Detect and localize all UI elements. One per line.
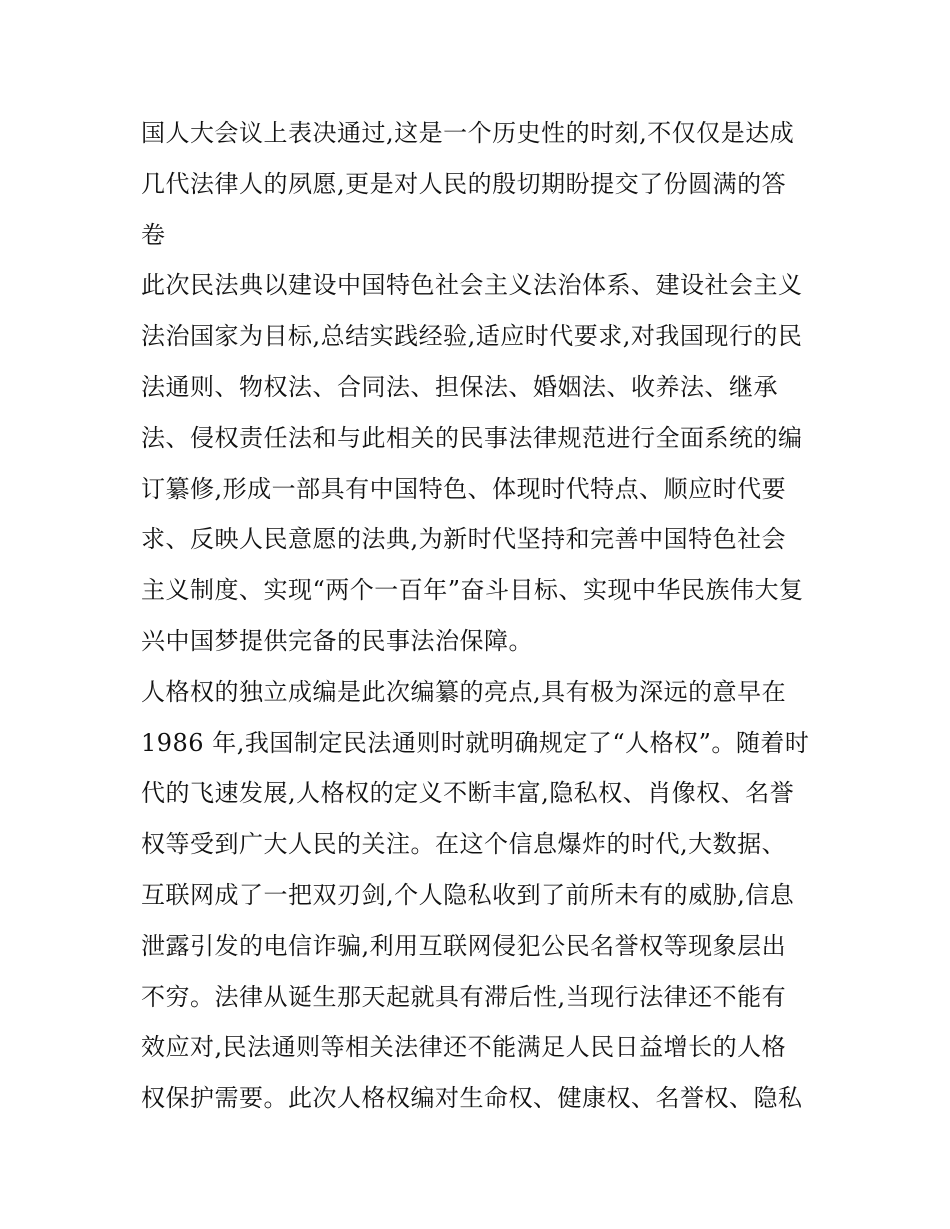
text-line: 订纂修,形成一部具有中国特色、体现时代特点、顺应时代要 <box>141 474 787 503</box>
text-line: 兴中国梦提供完备的民事法治保障。 <box>141 626 533 655</box>
text-line: 求、反映人民意愿的法典,为新时代坚持和完善中国特色社会 <box>141 525 787 554</box>
text-line: 几代法律人的夙愿,更是对人民的殷切期盼提交了份圆满的答 <box>141 169 787 198</box>
text-line: 权保护需要。此次人格权编对生命权、健康权、名誉权、隐私 <box>141 1084 803 1113</box>
text-line: 泄露引发的电信诈骗,利用互联网侵犯公民名誉权等现象层出 <box>141 931 787 960</box>
text-line: 1986 年,我国制定民法通则时就明确规定了“人格权”。随着时 <box>141 728 810 757</box>
body-text <box>141 108 831 1124</box>
text-line: 法治国家为目标,总结实践经验,适应时代要求,对我国现行的民 <box>141 322 803 351</box>
text-line: 权等受到广大人民的关注。在这个信息爆炸的时代,大数据、 <box>141 830 787 859</box>
text-line: 法通则、物权法、合同法、担保法、婚姻法、收养法、继承 <box>141 372 778 401</box>
text-line: 互联网成了一把双刃剑,个人隐私收到了前所未有的威胁,信息 <box>141 880 795 909</box>
text-line: 代的飞速发展,人格权的定义不断丰富,隐私权、肖像权、名誉 <box>141 779 795 808</box>
text-line: 法、侵权责任法和与此相关的民事法律规范进行全面系统的编 <box>141 423 803 452</box>
text-line: 卷 <box>141 220 166 249</box>
text-line: 国人大会议上表决通过,这是一个历史性的时刻,不仅仅是达成 <box>141 119 795 147</box>
text-line: 主义制度、实现“两个一百年”奋斗目标、实现中华民族伟大复 <box>141 576 804 605</box>
text-line: 效应对,民法通则等相关法律还不能满足人民日益增长的人格 <box>141 1033 787 1062</box>
text-line: 不穷。法律从诞生那天起就具有滞后性,当现行法律还不能有 <box>141 982 787 1011</box>
text-line: 此次民法典以建设中国特色社会主义法治体系、建设社会主义 <box>141 271 803 300</box>
text-line: 人格权的独立成编是此次编纂的亮点,具有极为深远的意早在 <box>141 677 787 706</box>
